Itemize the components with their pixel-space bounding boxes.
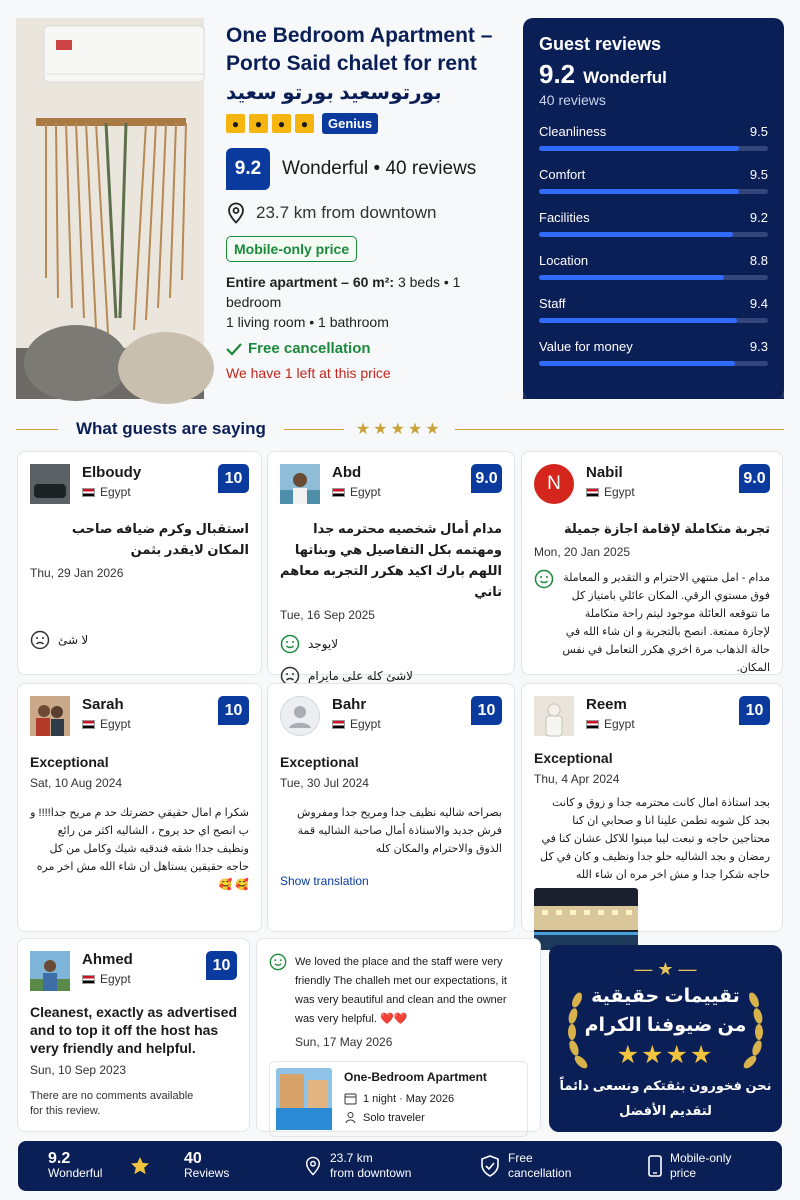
- review-date: Thu, 4 Apr 2024: [534, 772, 620, 786]
- room-name: One-Bedroom Apartment: [344, 1070, 487, 1084]
- avatar: [30, 951, 70, 991]
- rooms-line: 1 living room • 1 bathroom: [226, 314, 389, 330]
- apartment-type: Entire apartment – 60 m²:: [226, 274, 395, 290]
- section-title: What guests are saying: [76, 419, 266, 438]
- location-pin-icon: [226, 202, 246, 224]
- egypt-flag-icon: [332, 720, 345, 729]
- property-info: [226, 22, 516, 381]
- review-negative: لاشئ كله على مايرام: [308, 669, 413, 683]
- free-cancellation: Free cancellation: [226, 340, 516, 357]
- egypt-flag-icon: [586, 720, 599, 729]
- review-headline: Exceptional: [534, 750, 613, 766]
- avatar: [280, 464, 320, 504]
- review-text: بصراحه شاليه نظيف جدا ومريح جدا ومفروش فرش جديد والاستاذة أمال صاحبة الشاليه قمة الذوق والاحترام والمكان كله: [297, 807, 502, 855]
- mobile-phone-icon: [648, 1155, 662, 1177]
- star-icon: ●: [272, 114, 291, 133]
- review-positive: مدام - امل منتهي الاحترام و التقدير و المعاملة فوق مستوي الرقي. المكان عائلي بامتياز كل ما تتوقعه العائلة موجود ليتم راحة متكاملة لإجازة ممتعة. انصح بالتجربة و ان شاء الله في حالة الذهاب مرة اخري هكرر التعامل في نفس المكان.: [562, 572, 770, 674]
- rating-category: [539, 296, 768, 323]
- happy-face-icon: [280, 634, 300, 654]
- reviewer-name: Nabil: [586, 464, 623, 481]
- review-card[interactable]: [521, 451, 783, 675]
- reviewer-country: Egypt: [604, 485, 635, 499]
- section-stars-icon: ★★★★★: [355, 421, 443, 438]
- stay-dates: 1 night · May 2026: [363, 1092, 455, 1105]
- score-word: Wonderful: [282, 158, 369, 179]
- checkmark-icon: [226, 342, 242, 356]
- category-bar: [539, 275, 768, 280]
- star-icon: ●: [249, 114, 268, 133]
- egypt-flag-icon: [82, 488, 95, 497]
- location-pin-icon: [304, 1155, 322, 1177]
- review-card[interactable]: [17, 683, 262, 932]
- review-positive: لايوجد: [308, 637, 339, 651]
- rating-category: [539, 124, 768, 151]
- trust-badge: [549, 945, 782, 1132]
- star-rating: [226, 113, 516, 134]
- avatar: N: [534, 464, 574, 504]
- traveler-type: Solo traveler: [363, 1111, 425, 1124]
- rating-category: [539, 167, 768, 194]
- review-card[interactable]: [17, 451, 262, 675]
- summary-bar: [18, 1141, 782, 1191]
- trust-headline-2: من ضيوفنا الكرام: [584, 1015, 747, 1036]
- star-icon: [130, 1156, 150, 1176]
- star-icon: ●: [295, 114, 314, 133]
- featured-review-date: Sun, 17 May 2026: [295, 1035, 393, 1049]
- review-text: مدام أمال شخصيه محترمه جدا ومهتمه بكل التفاصيل هي وبناتها اللهم بارك اكيد هكرر التجربه معاهم تاني: [280, 521, 502, 599]
- category-label: Cleanliness: [539, 124, 607, 139]
- distance-text: 23.7 km from downtown: [256, 203, 437, 222]
- guest-reviews-count: 40 reviews: [539, 92, 606, 108]
- score-badge: 9.2: [226, 148, 270, 190]
- category-bar: [539, 361, 768, 366]
- category-label: Staff: [539, 296, 566, 311]
- guest-reviews-score: 9.2: [539, 59, 576, 89]
- category-value: 9.5: [749, 124, 768, 139]
- reviewer-country: Egypt: [604, 717, 635, 731]
- beds-line: 3 beds • 1 bedroom: [226, 274, 461, 310]
- property-title: One Bedroom Apartment – Porto Said chalet for rent: [226, 24, 493, 75]
- reviewer-name: Elboudy: [82, 464, 142, 481]
- reviewer-name: Sarah: [82, 696, 124, 713]
- star-icon: ●: [226, 114, 245, 133]
- property-photo[interactable]: [16, 18, 204, 399]
- summary-score: 9.2 Wonderful: [48, 1150, 103, 1180]
- category-label: Facilities: [539, 210, 590, 225]
- review-card[interactable]: [17, 938, 250, 1132]
- genius-badge: Genius: [322, 113, 378, 134]
- featured-review-text: We loved the place and the staff were very friendly The challeh met our expectations, it was very beautiful and clean and the owner was very helpful. ❤️❤️: [295, 956, 507, 1025]
- review-date: Thu, 29 Jan 2026: [30, 566, 124, 580]
- gold-star-icon: — ★ —: [634, 959, 697, 979]
- reviewer-country: Egypt: [100, 717, 131, 731]
- review-date: Sun, 10 Sep 2023: [30, 1063, 127, 1077]
- score-summary[interactable]: 9.2 Wonderful • 40 reviews: [226, 148, 516, 190]
- availability-text: We have 1 left at this price: [226, 365, 391, 381]
- avatar: [280, 696, 320, 736]
- review-score: 9.0: [739, 464, 770, 493]
- egypt-flag-icon: [82, 975, 95, 984]
- egypt-flag-icon: [82, 720, 95, 729]
- reviewer-country: Egypt: [100, 485, 131, 499]
- review-score: 10: [206, 951, 237, 980]
- avatar: [30, 696, 70, 736]
- reviewer-name: Ahmed: [82, 951, 133, 968]
- happy-face-icon: [269, 953, 287, 971]
- review-card[interactable]: [267, 683, 515, 932]
- category-label: Location: [539, 253, 589, 268]
- category-bar: [539, 318, 768, 323]
- category-bar-fill: [539, 361, 735, 366]
- stay-info: [269, 1061, 528, 1137]
- review-headline: Cleanest, exactly as advertised and to top it off the host has very friendly and helpful.: [30, 1004, 238, 1056]
- avatar: [534, 696, 574, 736]
- category-label: Comfort: [539, 167, 586, 182]
- category-bar: [539, 232, 768, 237]
- rating-category: [539, 339, 768, 366]
- property-title-arabic: بورتوسعيد بورتو سعيد: [226, 82, 442, 104]
- review-card[interactable]: [521, 683, 783, 932]
- review-date: Sat, 10 Aug 2024: [30, 776, 123, 790]
- laurel-right-icon: [738, 990, 768, 1070]
- rating-category: [539, 253, 768, 280]
- review-negative: لا شئ: [58, 633, 89, 647]
- category-bar-fill: [539, 146, 739, 151]
- trust-headline-1: تقييمات حقيقية: [591, 986, 740, 1007]
- calendar-icon: [344, 1092, 357, 1105]
- category-value: 9.5: [749, 167, 768, 182]
- sad-face-icon: [30, 630, 50, 650]
- review-score: 9.0: [471, 464, 502, 493]
- review-text: استقبال وكرم ضيافه صاحب المكان لايقدر بثمن: [71, 521, 249, 557]
- room-photo: [276, 1068, 332, 1130]
- review-date: Tue, 30 Jul 2024: [280, 776, 369, 790]
- summary-mobile-price: Mobile-only price: [648, 1151, 731, 1181]
- category-value: 9.4: [749, 296, 768, 311]
- category-label: Value for money: [539, 339, 633, 354]
- guest-reviews-panel: [523, 18, 784, 399]
- section-heading: [16, 417, 784, 441]
- review-date: Tue, 16 Sep 2025: [280, 608, 375, 622]
- distance-row: [226, 202, 516, 224]
- reviewer-name: Abd: [332, 464, 362, 481]
- category-bar-fill: [539, 318, 737, 323]
- category-bar: [539, 146, 768, 151]
- review-text: بجد استاذة امال كانت محترمه جدا و زوق و كانت بجد كل شوبه تطمن علينا انا و صحابي ان كنا محتاجين حاجه و تبعت ليبا مينوا للاكل عشان كنا في رمضان و بجد الشاليه حلو جدا ونظيف و كان في كل حاجه شكرا جدا و مش اخر مره ان شاء الله: [540, 797, 770, 881]
- category-bar-fill: [539, 275, 724, 280]
- shield-check-icon: [480, 1155, 500, 1177]
- review-headline: Exceptional: [30, 754, 109, 770]
- category-bar: [539, 189, 768, 194]
- review-score: 10: [218, 464, 249, 493]
- reviewer-country: Egypt: [350, 717, 381, 731]
- apartment-details: [226, 272, 516, 332]
- reviewer-name: Reem: [586, 696, 627, 713]
- laurel-left-icon: [563, 990, 593, 1070]
- egypt-flag-icon: [586, 488, 599, 497]
- review-score: 10: [218, 696, 249, 725]
- featured-review-card[interactable]: [256, 938, 541, 1132]
- show-translation-link[interactable]: Show translation: [280, 874, 369, 888]
- egypt-flag-icon: [332, 488, 345, 497]
- summary-cancellation: Free cancellation: [480, 1151, 571, 1181]
- summary-distance: 23.7 km from downtown: [304, 1151, 411, 1181]
- category-value: 9.2: [749, 210, 768, 225]
- trust-subtext-2: لتقديم الأفضل: [619, 1103, 712, 1118]
- rating-category: [539, 210, 768, 237]
- reviewer-name: Bahr: [332, 696, 367, 713]
- review-note: There are no comments available for this review.: [30, 1090, 194, 1117]
- review-headline: Exceptional: [280, 754, 359, 770]
- mobile-price-badge: Mobile-only price: [226, 236, 357, 262]
- review-score: 10: [739, 696, 770, 725]
- review-text: تجربة متكاملة لإقامة اجازة جميلة: [563, 521, 770, 536]
- category-bar-fill: [539, 232, 733, 237]
- reviewer-country: Egypt: [100, 972, 131, 986]
- category-value: 8.8: [749, 253, 768, 268]
- category-value: 9.3: [749, 339, 768, 354]
- review-date: Mon, 20 Jan 2025: [534, 545, 631, 559]
- guest-reviews-word: Wonderful: [583, 68, 667, 87]
- avatar: [30, 464, 70, 504]
- guest-reviews-title: Guest reviews: [539, 34, 662, 54]
- review-text: شكرا م امال حقيقي حضرتك حد م مريح جدا!!!! و ب انصح اي حد يروح ، الشاليه اكثر من رائع ونظيف جدا! شقه فندقيه شيك وكامل من كل حاجه حقيقين يستاهل ان شاء الله مش اخر مره 🥰 🥰: [30, 807, 249, 891]
- reviews-count: 40 reviews: [385, 158, 477, 179]
- review-card[interactable]: [267, 451, 515, 683]
- person-icon: [344, 1111, 357, 1124]
- summary-reviews: 40 Reviews: [184, 1150, 230, 1180]
- category-bar-fill: [539, 189, 739, 194]
- trust-stars-icon: ★★★★: [616, 1041, 715, 1069]
- trust-subtext-1: نحن فخورون بثقتكم ونسعى دائماً: [559, 1078, 772, 1093]
- happy-face-icon: [534, 569, 554, 589]
- reviewer-country: Egypt: [350, 485, 381, 499]
- review-score: 10: [471, 696, 502, 725]
